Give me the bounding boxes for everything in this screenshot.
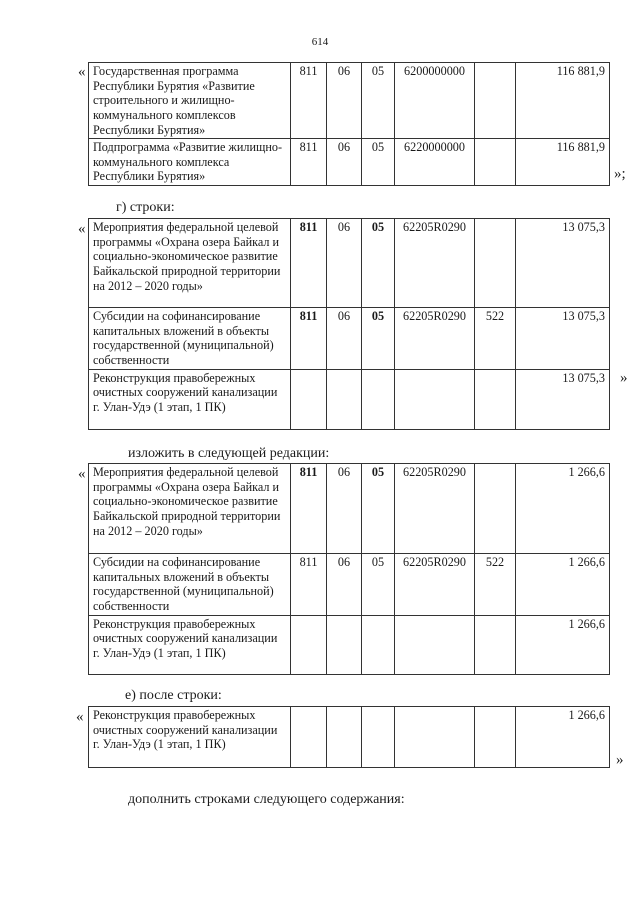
expense-type-code xyxy=(475,369,516,429)
amount: 1 266,6 xyxy=(516,554,610,616)
expense-type-code xyxy=(475,615,516,674)
ministry-code xyxy=(291,369,327,429)
expense-type-code xyxy=(475,63,516,139)
section-code xyxy=(327,369,362,429)
target-article-code: 62205R0290 xyxy=(395,308,475,370)
row-name: Субсидии на софинансирование капитальных вложений в объекты государственной (муниципальной) собственности xyxy=(89,308,291,370)
closing-quote: »; xyxy=(614,166,626,182)
budget-table-1 xyxy=(88,62,610,186)
target-article-code: 62205R0290 xyxy=(395,464,475,554)
ministry-code: 811 xyxy=(291,63,327,139)
table-row xyxy=(89,219,610,308)
subsection-code xyxy=(362,707,395,768)
section-code: 06 xyxy=(327,139,362,186)
expense-type-code xyxy=(475,464,516,554)
table-row xyxy=(89,63,610,139)
subsection-code: 05 xyxy=(362,554,395,616)
closing-quote: » xyxy=(616,752,624,768)
page-number: 614 xyxy=(311,36,329,48)
target-article-code: 62205R0290 xyxy=(395,554,475,616)
amount: 13 075,3 xyxy=(516,219,610,308)
target-article-code: 62205R0290 xyxy=(395,219,475,308)
heading-replace: изложить в следующей редакции: xyxy=(128,446,330,461)
target-article-code xyxy=(395,369,475,429)
ministry-code: 811 xyxy=(291,308,327,370)
table-row xyxy=(89,139,610,186)
subsection-code xyxy=(362,369,395,429)
amount: 116 881,9 xyxy=(516,139,610,186)
amount: 116 881,9 xyxy=(516,63,610,139)
opening-quote: « xyxy=(78,64,86,80)
subsection-code xyxy=(362,615,395,674)
opening-quote: « xyxy=(76,709,84,725)
row-name: Мероприятия федеральной целевой программы «Охрана озера Байкал и социально-экономическое развитие Байкальской природной территории на 2012 – 2020 годы» xyxy=(89,464,291,554)
section-code xyxy=(327,707,362,768)
expense-type-code: 522 xyxy=(475,308,516,370)
ministry-code: 811 xyxy=(291,464,327,554)
target-article-code: 6220000000 xyxy=(395,139,475,186)
budget-table-3 xyxy=(88,463,610,675)
closing-quote: » xyxy=(620,370,628,386)
section-code: 06 xyxy=(327,554,362,616)
row-name: Реконструкция правобережных очистных сооружений канализации г. Улан-Удэ (1 этап, 1 ПК) xyxy=(89,369,291,429)
row-name: Реконструкция правобережных очистных сооружений канализации г. Улан-Удэ (1 этап, 1 ПК) xyxy=(89,707,291,768)
ministry-code: 811 xyxy=(291,219,327,308)
subsection-code: 05 xyxy=(362,464,395,554)
budget-table-4 xyxy=(88,706,610,768)
section-code: 06 xyxy=(327,219,362,308)
amount: 13 075,3 xyxy=(516,308,610,370)
ministry-code xyxy=(291,707,327,768)
row-name: Мероприятия федеральной целевой программы «Охрана озера Байкал и социально-экономическое развитие Байкальской природной территории на 2012 – 2020 годы» xyxy=(89,219,291,308)
ministry-code: 811 xyxy=(291,139,327,186)
row-name: Субсидии на софинансирование капитальных вложений в объекты государственной (муниципальной) собственности xyxy=(89,554,291,616)
row-name: Реконструкция правобережных очистных сооружений канализации г. Улан-Удэ (1 этап, 1 ПК) xyxy=(89,615,291,674)
heading-g: г) строки: xyxy=(116,200,175,215)
subsection-code: 05 xyxy=(362,219,395,308)
table-row xyxy=(89,464,610,554)
section-code: 06 xyxy=(327,63,362,139)
amount: 1 266,6 xyxy=(516,707,610,768)
section-code: 06 xyxy=(327,464,362,554)
expense-type-code xyxy=(475,219,516,308)
target-article-code xyxy=(395,615,475,674)
table-row xyxy=(89,554,610,616)
subsection-code: 05 xyxy=(362,308,395,370)
table-row xyxy=(89,369,610,429)
heading-append: дополнить строками следующего содержания: xyxy=(128,792,405,807)
amount: 13 075,3 xyxy=(516,369,610,429)
amount: 1 266,6 xyxy=(516,464,610,554)
target-article-code: 6200000000 xyxy=(395,63,475,139)
subsection-code: 05 xyxy=(362,63,395,139)
ministry-code xyxy=(291,615,327,674)
amount: 1 266,6 xyxy=(516,615,610,674)
budget-table-2 xyxy=(88,218,610,430)
table-row xyxy=(89,615,610,674)
target-article-code xyxy=(395,707,475,768)
ministry-code: 811 xyxy=(291,554,327,616)
row-name: Подпрограмма «Развитие жилищно-коммунального комплекса Республики Бурятия» xyxy=(89,139,291,186)
table-row xyxy=(89,308,610,370)
section-code: 06 xyxy=(327,308,362,370)
table-row xyxy=(89,707,610,768)
expense-type-code xyxy=(475,139,516,186)
expense-type-code xyxy=(475,707,516,768)
heading-e: е) после строки: xyxy=(125,688,222,703)
expense-type-code: 522 xyxy=(475,554,516,616)
subsection-code: 05 xyxy=(362,139,395,186)
opening-quote: « xyxy=(78,466,86,482)
row-name: Государственная программа Республики Бурятия «Развитие строительного и жилищно-коммунального комплексов Республики Бурятия» xyxy=(89,63,291,139)
opening-quote: « xyxy=(78,221,86,237)
section-code xyxy=(327,615,362,674)
